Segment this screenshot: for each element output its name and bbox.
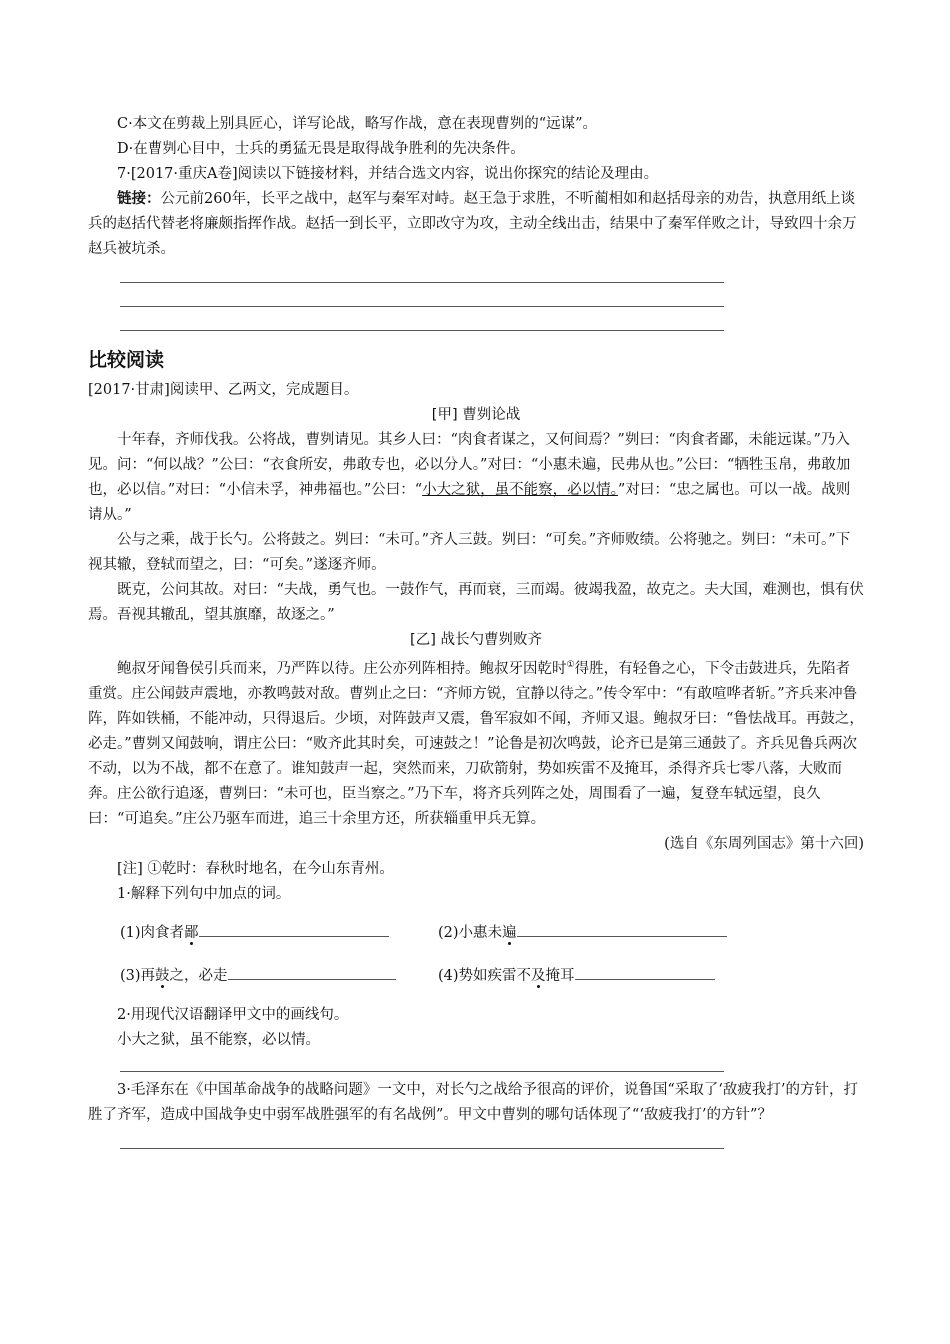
dotted-word: 及: [531, 967, 546, 984]
q1-item-4: [438, 964, 748, 989]
item-text: 肉食者: [140, 924, 185, 941]
answer-blank[interactable]: [199, 922, 389, 937]
item-text: 小惠未: [458, 924, 503, 941]
yi-text: 鲍叔牙闻鲁侯引兵而来，乃严阵以待。庄公亦列阵相持。鲍叔牙因乾时: [117, 660, 567, 677]
question-1: 1·解释下列句中加点的词。: [117, 885, 291, 902]
jia-paragraph-1: [88, 428, 864, 528]
dotted-word: 鄙: [184, 924, 199, 941]
answer-blank[interactable]: [228, 965, 396, 980]
item-num: (3): [120, 967, 141, 984]
yi-paragraph: [88, 653, 864, 832]
question-7: 7·[2017·重庆A卷]阅读以下链接材料，并结合选文内容，说出你探究的结论及理由。: [117, 166, 659, 182]
item-num: (2): [438, 924, 459, 941]
yi-text-cont: 得胜，有轻鲁之心，下令击鼓进兵，先陷者重赏。庄公闻鼓声震地，亦教鸣鼓对敌。曹刿止之曰：“齐师方锐，宜静以待之。”传令军中：“有敢喧哗者斩。”齐兵来冲鲁阵，阵如铁桶，不能冲动，只得退后。少顷，对阵鼓声又震，鲁军寂如不闻，齐师又退。鲍叔牙曰：“鲁怯战耳。再鼓之，必走。”曹刿又闻鼓响，谓庄公曰：“败齐此其时矣，可速鼓之！”论鲁是初次鸣鼓，论齐已是第三通鼓了。齐兵见鲁兵两次不动，以为不战，都不在意了。谁知鼓声一起，突然而来，刀砍箭射，势如疾雷不及掩耳，杀得齐兵七零八落，大败而奔。庄公欲行追逐，曹刿曰：“未可也，臣当察之。”乃下车，将齐兵列阵之处，周围看了一遍，复登车轼远望，良久曰：“可追矣。”庄公乃驱车而进，追三十余里方还，所获辎重甲兵无算。: [88, 660, 864, 827]
link-material: [88, 187, 864, 262]
answer-line[interactable]: [120, 330, 724, 331]
jia-p1-text-end: ”对曰：“忠之属也。可以一战。战则请从。”: [88, 482, 851, 523]
underlined-sentence: 小大之狱，虽不能察，必以情。: [422, 482, 618, 498]
answer-line-q2[interactable]: [120, 1071, 724, 1072]
q1-item-1: [120, 921, 438, 946]
answer-blank[interactable]: [517, 922, 727, 937]
source: (选自《东周列国志》第十六回): [664, 835, 864, 852]
item-num: (4): [438, 967, 459, 984]
option-c: C·本文在剪裁上别具匠心，详写论战，略写作战，意在表现曹刿的“远谋”。: [117, 116, 598, 132]
q1-row-2: [88, 964, 864, 989]
q1-row-1: [88, 921, 864, 946]
item-text: 掩耳: [545, 967, 575, 984]
q2-sentence: 小大之狱，虽不能察，必以情。: [117, 1031, 320, 1048]
q1-item-2: [438, 921, 748, 946]
footnote-mark: ①: [566, 660, 575, 670]
jia-p1-text: 十年春，齐师伐我。公将战，曹刿请见。其乡人曰：“肉食者谋之，又何间焉？”刿曰：“肉食者鄙，未能远谋。”乃入见。问：“何以战？”公曰：“衣食所安，弗敢专也，必以分人。”对曰：“小惠未遍，民弗从也。”公曰：“牺牲玉帛，弗敢加也，必以信。”对曰：“小信未孚，神弗福也。”公曰：“: [88, 432, 851, 498]
dotted-word: 遍: [502, 924, 517, 941]
item-num: (1): [120, 924, 141, 941]
link-label: 链接：: [117, 191, 161, 207]
q1-item-3: [120, 964, 438, 989]
answer-blank[interactable]: [575, 965, 715, 980]
answer-line-q3[interactable]: [120, 1148, 724, 1149]
answer-lines-q7[interactable]: [88, 262, 864, 331]
section-title: 比较阅读: [88, 349, 165, 371]
item-text: 再: [140, 967, 156, 984]
item-text: 势如疾雷不: [458, 967, 532, 984]
jia-paragraph-2: 公与之乘，战于长勺。公将鼓之。刿曰：“未可。”齐人三鼓。刿曰：“可矣。”齐师败绩。公将驰之。刿曰：“未可。”下视其辙，登轼而望之，曰：“可矣。”遂逐齐师。: [88, 532, 851, 573]
annotation: [注] ①乾时：春秋时地名，在今山东青州。: [117, 860, 394, 877]
question-2: 2·用现代汉语翻译甲文中的画线句。: [117, 1006, 349, 1023]
intro: [2017·甘肃]阅读甲、乙两文，完成题目。: [88, 382, 359, 398]
jia-paragraph-3: 既克，公问其故。对曰：“夫战，勇气也。一鼓作气，再而衰，三而竭。彼竭我盈，故克之。夫大国，难测也，惧有伏焉。吾视其辙乱，望其旗靡，故逐之。”: [88, 582, 864, 623]
question-3: 3·毛泽东在《中国革命战争的战略问题》一文中，对长勺之战给予很高的评价，说鲁国“采取了‘敌疲我打’的方针，打胜了齐军，造成中国战争史中弱军战胜强军的有名战例”。甲文中曹刿的哪句话体现了“‘敌疲我打’的方针”？: [88, 1081, 858, 1123]
yi-title: [乙] 战长勺曹刿败齐: [410, 632, 542, 648]
jia-title: [甲] 曹刿论战: [431, 407, 521, 423]
item-text: 之，必走: [169, 967, 228, 984]
answer-line[interactable]: [120, 306, 724, 307]
link-text: 公元前260年，长平之战中，赵军与秦军对峙。赵王急于求胜，不听蔺相如和赵括母亲的劝告，执意用纸上谈兵的赵括代替老将廉颇指挥作战。赵括一到长平，立即改守为攻，主动全线出击，结果中了秦军佯败之计，导致四十余万赵兵被坑杀。: [88, 191, 857, 257]
option-d: D·在曹刿心目中，士兵的勇猛无畏是取得战争胜利的先决条件。: [117, 141, 525, 157]
dotted-word: 鼓: [155, 967, 170, 984]
answer-line[interactable]: [120, 282, 724, 283]
page-content: [88, 112, 864, 1149]
